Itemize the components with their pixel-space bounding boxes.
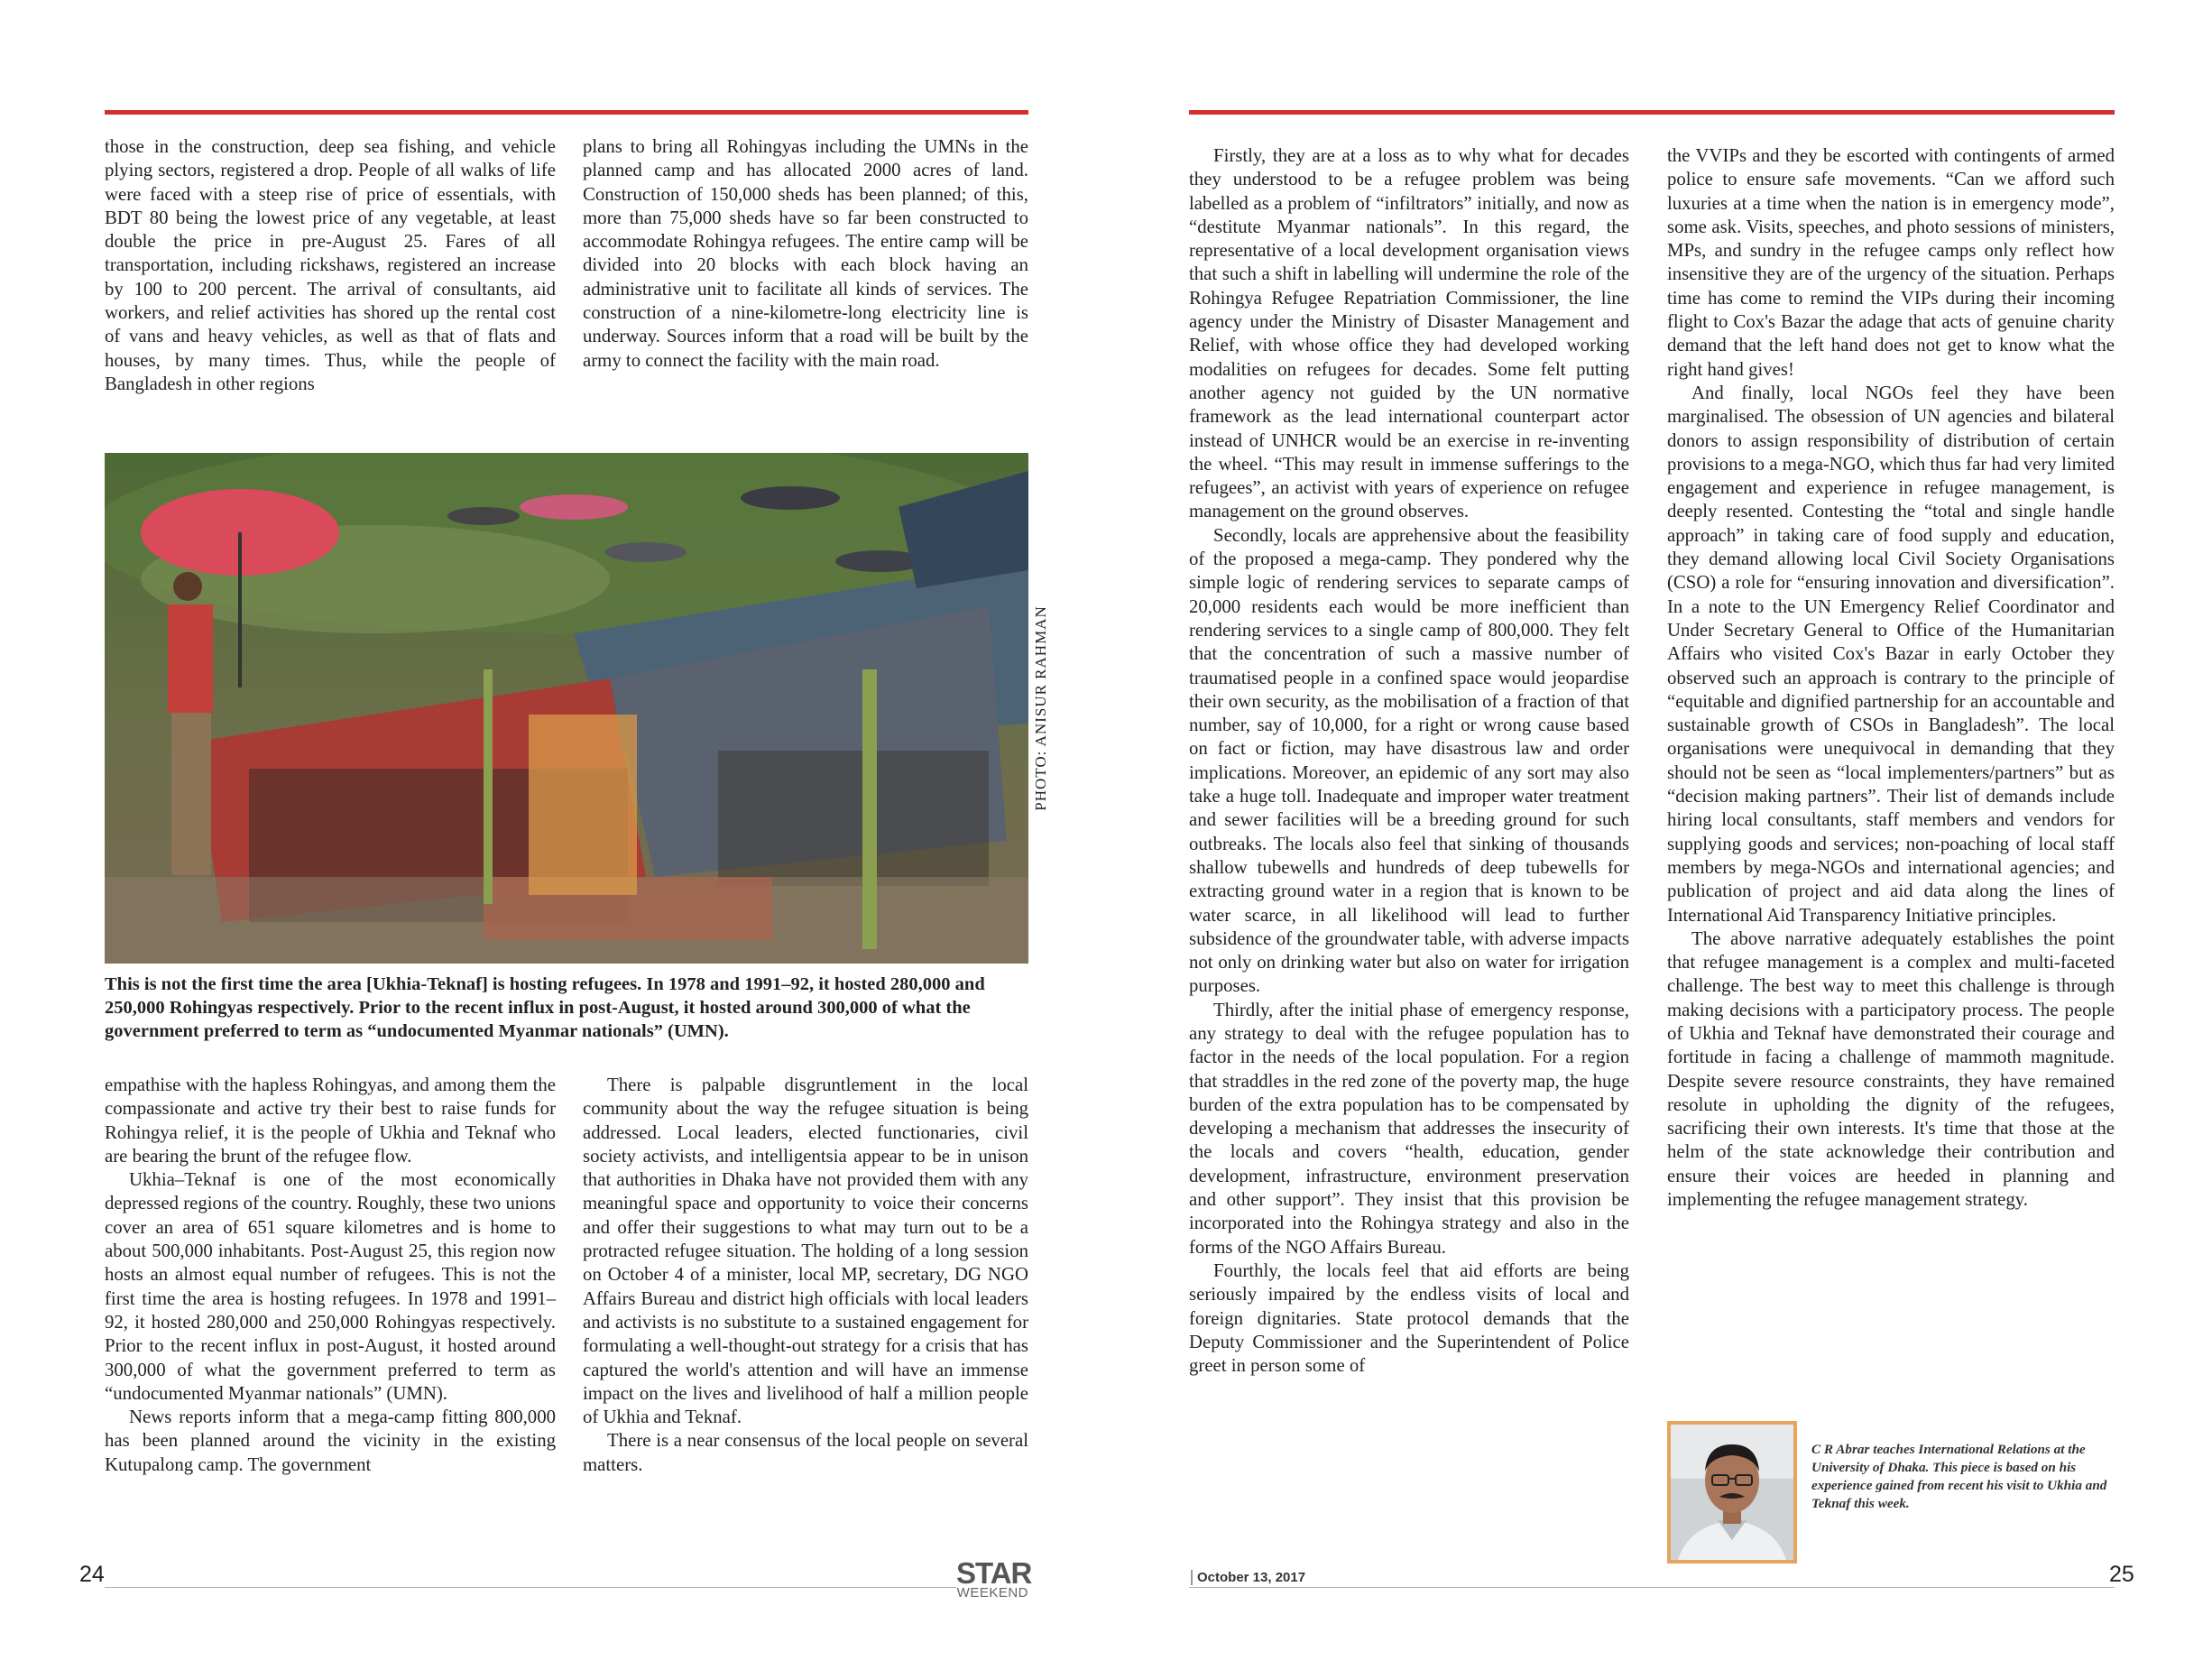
right-col1-para-2: Secondly, locals are apprehensive about the feasibility of the proposed a mega-camp. They pondered why the simple logic of rendering services to separate camps of 20,000 residents each would be more inefficient than rendering services to a single camp of 800,000. They felt that the concentration of such a massive number of traumatised people in a confined space would jeopardise their own security, as the mobilisation of a fraction of that number, say of 10,000, for a right or wrong cause based on fact or fiction, may have disastrous law and order implications. Moreover, an epidemic of any sort may also take a huge toll. Inadequate and improper water treatment and sewer facilities will be a breeding ground for such outbreaks. The locals also feel that sinking of thousands shallow tubewells and hundreds of deep tubewells for extracting ground water in a region that is known to be water scarce, in all likelihood will lead to further subsidence of the groundwater table, with adverse impacts not only on drinking water but also on water for irrigation purposes. <box>1189 524 1629 997</box>
logo-star: STAR <box>956 1556 1032 1590</box>
right-column-1 <box>1189 144 1629 1378</box>
left-bottom-col2-para-1: There is palpable disgruntlement in the local community about the way the refugee situation is being addressed. Local leaders, elected functionaries, civil society activists, and intelligentsia appear to be in unison that authorities in Dhaka have not provided them with any meaningful space and opportunity to voice their concerns and offer their suggestions to what may turn out to be a protracted refugee situation. The holding of a long session on October 4 of a minister, local MP, secretary, DG NGO Affairs Bureau and district high officials with local leaders and activists is no substitute to a sustained engagement for formulating a well-thought-out strategy for a crisis that has captured the world's attention and will have an immense impact on the lives and livelihood of half a million people of Ukhia and Teknaf. <box>583 1075 1028 1428</box>
left-top-col1-text: those in the construction, deep sea fishing, and vehicle plying sectors, registered a drop. People of all walks of life were faced with a steep rise of price of essentials, with BDT 80 being the lowest price of any vegetable, at least double the price in pre-August 25. Fares of all transportation, including rickshaws, registered an increase by 100 to 200 percent. The arrival of consultants, aid workers, and relief activities has shored up the rental cost of vans and heavy vehicles, as well as that of flats and houses, by many times. Thus, while the people of Bangladesh in other regions <box>105 136 556 394</box>
right-col1-para-1: Firstly, they are at a loss as to why what for decades they understood to be a refugee problem was being labelled as a problem of “infiltrators” initially, and now as “destitute Myanmar nationals”. In this regard, the representative of a local development organisation views that such a shift in labelling will undermine the role of the Rohingya Refugee Repatriation Commissioner, the line agency under the Ministry of Disaster Management and Relief, with whose office they had developed working modalities on refugees for decades. Some felt putting another agency not guided by the UN normative framework as the lead international counterpart actor instead of UNHCR would be an exercise in re-inventing the wheel. “This may result in immense sufferings to the refugees”, an activist with years of experience on refugee management on the ground observes. <box>1189 145 1629 522</box>
photo-credit <box>1028 453 1054 964</box>
author-photo <box>1667 1421 1797 1564</box>
left-bottom-column-2 <box>583 1074 1028 1477</box>
right-col1-para-4: Fourthly, the locals feel that aid efforts are being seriously impaired by the endless visits of local and foreign dignitaries. State protocol demands that the Deputy Commissioner and the Superintendent of Police greet in person some of <box>1189 1259 1629 1377</box>
author-portrait-illustration <box>1671 1425 1793 1560</box>
left-bottom-col2-para-2: There is a near consensus of the local people on several matters. <box>583 1430 1028 1475</box>
refugee-camp-photo <box>105 453 1028 964</box>
right-col2-para-3: The above narrative adequately establishes the point that refugee management is a complex and multi-faceted challenge. The best way to meet this challenge is through making decisions with a participatory process. The people of Ukhia and Teknaf have demonstrated their courage and fortitude in facing a challenge of mammoth magnitude. Despite severe resource constraints, they have remained resolute in upholding the dignity of the refugees, sacrificing their own interests. It's time that those at the helm of the state acknowledge their contribution and ensure their voices are heeded in planning and implementing the refugee management strategy. <box>1667 927 2115 1211</box>
right-col2-para-2: And finally, local NGOs feel they have been marginalised. The obsession of UN agencies and bilateral donors to assign responsibility of distribution of certain provisions to a mega-NGO, which thus far had very limited engagement and experience in refugee management, is deeply resented. Contesting the “total and single handle approach” in taking care of food supply and education, they demand allowing local Civil Society Organisations (CSO) a role for “ensuring innovation and diversification”. In a note to the UN Emergency Relief Coordinator and Under Secretary General to Office of the Humanitarian Affairs who visited Cox's Bazar in early October they observed such an approach is contrary to the principle of “equitable and dignified partnership for an accountable and sustainable growth of CSOs in Bangladesh”. The local organisations were unequivocal in demanding that they should not be seen as “local implementers/partners” but as “decision making partners”. Their list of demands include hiring local consultants, staff members and vendors for supplying goods and services; non-poaching of local staff members by mega-NGOs and international agencies; and publication of project and aid data along the lines of International Aid Transparency Initiative principles. <box>1667 382 2115 926</box>
top-rule-left <box>105 110 1028 115</box>
issue-date: October 13, 2017 <box>1191 1570 1305 1585</box>
logo-weekend: WEEKEND <box>956 1585 1028 1601</box>
left-bottom-col1-para-2: Ukhia–Teknaf is one of the most economically depressed regions of the country. Roughly, these two unions cover an area of 651 square kilometres and is home to about 500,000 inhabitants. Post-August 25, this region now hosts an almost equal number of refugees. This is not the first time the area is hosting refugees. In 1978 and 1991–92, it hosted 280,000 and 250,000 Rohingyas respectively. Prior to the recent influx in post-August, it hosted around 300,000 of what the government preferred to term as “undocumented Myanmar nationals” (UMN). <box>105 1169 556 1404</box>
left-bottom-col1-para-3: News reports inform that a mega-camp fitting 800,000 has been planned around the vicinity in the existing Kutupalong camp. The government <box>105 1407 556 1475</box>
top-rule-right <box>1189 110 2115 115</box>
footer-rule-right <box>1189 1587 2115 1588</box>
left-top-col2-text: plans to bring all Rohingyas including the UMNs in the planned camp and has allocated 2000 acres of land. Construction of 150,000 sheds has been planned; of this, more than 75,000 sheds have so far been constructed to accommodate Rohingya refugees. The entire camp will be divided into 20 blocks with each block having an administrative unit to facilitate all kinds of services. The construction of a nine-kilometre-long electricity line is underway. Sources inform that a road will be built by the army to connect the facility with the main road. <box>583 136 1028 371</box>
star-weekend-logo <box>956 1556 1032 1601</box>
left-top-column-2 <box>583 135 1028 373</box>
page-number-left: 24 <box>79 1562 105 1587</box>
left-top-column-1 <box>105 135 556 396</box>
author-bio: C R Abrar teaches International Relations at the University of Dhaka. This piece is based on his experience gained from recent his visit to Ukhia and Teknaf this week. <box>1811 1442 2107 1511</box>
photo-caption: This is not the first time the area [Ukhia-Teknaf] is hosting refugees. In 1978 and 1991–92, it hosted 280,000 and 250,000 Rohingyas respectively. Prior to the recent influx in post-August, it hosted around 300,000 of what the government preferred to term as “undocumented Myanmar nationals” (UMN). <box>105 974 985 1041</box>
right-col2-para-1: the VVIPs and they be escorted with contingents of armed police to ensure safe movements. “Can we afford such luxuries at a time when the nation is in emergency mode”, some ask. Visits, speeches, and photo sessions of ministers, MPs, and sundry in the refugee camps only reflect how insensitive they are of the urgency of the situation. Perhaps time has come to remind the VIPs during their incoming flight to Cox's Bazar the adage that acts of genuine charity demand that the left hand does not get to know what the right hand gives! <box>1667 145 2115 380</box>
left-bottom-col1-para-1: empathise with the hapless Rohingyas, and among them the compassionate and active try their best to raise funds for Rohingya relief, it is the people of Ukhia and Teknaf who are bearing the brunt of the refugee flow. <box>105 1075 556 1167</box>
left-bottom-column-1 <box>105 1074 556 1477</box>
footer-rule-left <box>105 1587 956 1588</box>
right-col1-para-3: Thirdly, after the initial phase of emergency response, any strategy to deal with the refugee population has to factor in the needs of the local population. For a region that straddles in the red zone of the poverty map, the huge burden of the extra population has to be compensated by developing a mechanism that addresses the insecurity of the locals and covers “health, education, gender development, infrastructure, environment preservation and other support”. They insist that this provision be incorporated into the Rohingya strategy and also in the forms of the NGO Affairs Bureau. <box>1189 999 1629 1258</box>
refugee-camp-illustration <box>105 453 1028 964</box>
page-number-right: 25 <box>2109 1562 2134 1587</box>
right-column-2 <box>1667 144 2115 1212</box>
photo-credit-text: PHOTO: ANISUR RAHMAN <box>1032 605 1049 811</box>
